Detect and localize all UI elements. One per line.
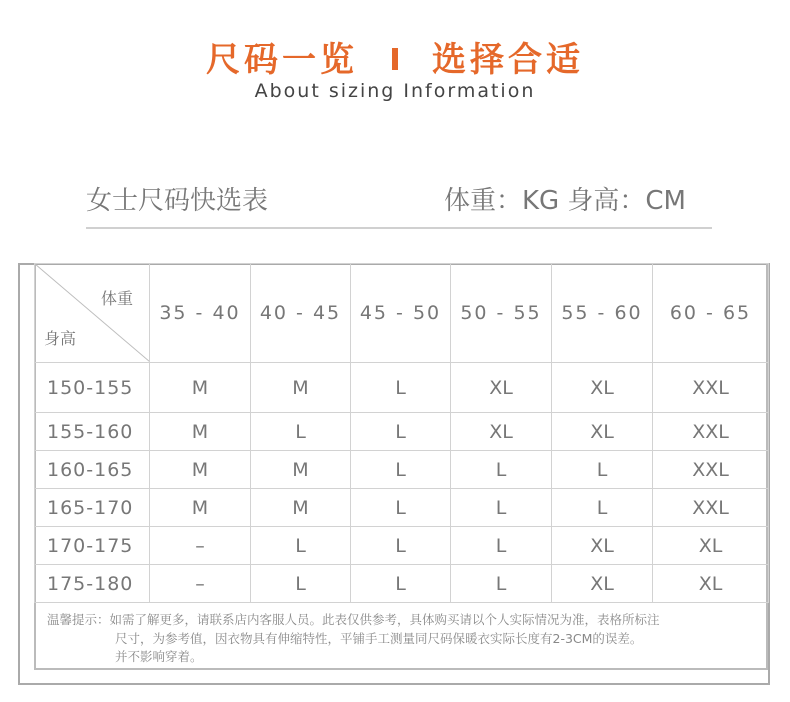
height-range-cell: 170-175: [35, 527, 150, 565]
weight-header: 40 - 45: [251, 264, 351, 363]
weight-header: 45 - 50: [351, 264, 451, 363]
size-cell: XL: [653, 527, 769, 565]
size-cell: XXL: [653, 363, 769, 413]
size-cell: M: [150, 489, 251, 527]
notes-line: 尺寸，为参考值，因衣物具有伸缩特性，平铺手工测量同尺码保暖衣实际长度有2-3CM的误差。: [115, 630, 643, 646]
size-cell: L: [351, 413, 451, 451]
table-row: [35, 363, 769, 413]
size-cell: XL: [552, 527, 653, 565]
size-cell: M: [150, 451, 251, 489]
page-subtitle: About sizing Information: [254, 80, 536, 102]
weight-axis-label: 体重: [100, 289, 133, 308]
section-title: 女士尺码快选表: [86, 186, 269, 216]
size-cell: L: [251, 565, 351, 603]
page-title: [0, 32, 790, 81]
size-cell: M: [150, 363, 251, 413]
height-range-cell: 155-160: [35, 413, 150, 451]
size-cell: L: [251, 413, 351, 451]
height-range-cell: 165-170: [35, 489, 150, 527]
size-cell: XXL: [653, 489, 769, 527]
height-range-cell: 160-165: [35, 451, 150, 489]
size-cell: L: [351, 489, 451, 527]
notes-line: 温馨提示：如需了解更多，请联系店内客服人员。此表仅供参考，具体购买请以个人实际情况为准，表格所标注: [47, 612, 660, 627]
corner-header-cell: [35, 264, 150, 363]
size-cell: L: [451, 565, 552, 603]
weight-header: 35 - 40: [150, 264, 251, 363]
title-separator: [392, 48, 398, 70]
size-cell: L: [552, 489, 653, 527]
section-divider: [86, 227, 712, 229]
table-header-row: [35, 264, 769, 363]
size-cell: L: [251, 527, 351, 565]
notes-block: [47, 611, 747, 667]
size-cell: XL: [552, 413, 653, 451]
size-cell: XL: [552, 565, 653, 603]
table-row: [35, 413, 769, 451]
weight-header: 50 - 55: [451, 264, 552, 363]
weight-header: 60 - 65: [653, 264, 769, 363]
page-title-left: 尺码一览: [206, 40, 358, 80]
size-cell: L: [552, 451, 653, 489]
size-chart-table: [34, 263, 769, 603]
size-cell: L: [351, 565, 451, 603]
size-cell: M: [251, 451, 351, 489]
size-cell: M: [251, 363, 351, 413]
size-cell: XXL: [653, 451, 769, 489]
weight-header: 55 - 60: [552, 264, 653, 363]
size-cell: XL: [653, 565, 769, 603]
table-row: [35, 451, 769, 489]
size-cell: L: [451, 527, 552, 565]
unit-note: 体重：KG 身高：CM: [443, 186, 686, 216]
table-row: [35, 489, 769, 527]
size-cell: XL: [451, 413, 552, 451]
notes-line: 并不影响穿着。: [115, 649, 203, 664]
size-cell: L: [451, 489, 552, 527]
size-cell: L: [351, 363, 451, 413]
height-axis-label: 身高: [44, 329, 77, 348]
size-cell: L: [351, 451, 451, 489]
table-row: [35, 565, 769, 603]
size-cell: M: [251, 489, 351, 527]
size-cell: XXL: [653, 413, 769, 451]
size-cell: L: [351, 527, 451, 565]
height-range-cell: 175-180: [35, 565, 150, 603]
size-cell: XL: [552, 363, 653, 413]
table-row: [35, 527, 769, 565]
size-cell: –: [150, 527, 251, 565]
height-range-cell: 150-155: [35, 363, 150, 413]
size-cell: XL: [451, 363, 552, 413]
size-cell: –: [150, 565, 251, 603]
size-cell: L: [451, 451, 552, 489]
page-title-right: 选择合适: [432, 40, 584, 80]
size-cell: M: [150, 413, 251, 451]
